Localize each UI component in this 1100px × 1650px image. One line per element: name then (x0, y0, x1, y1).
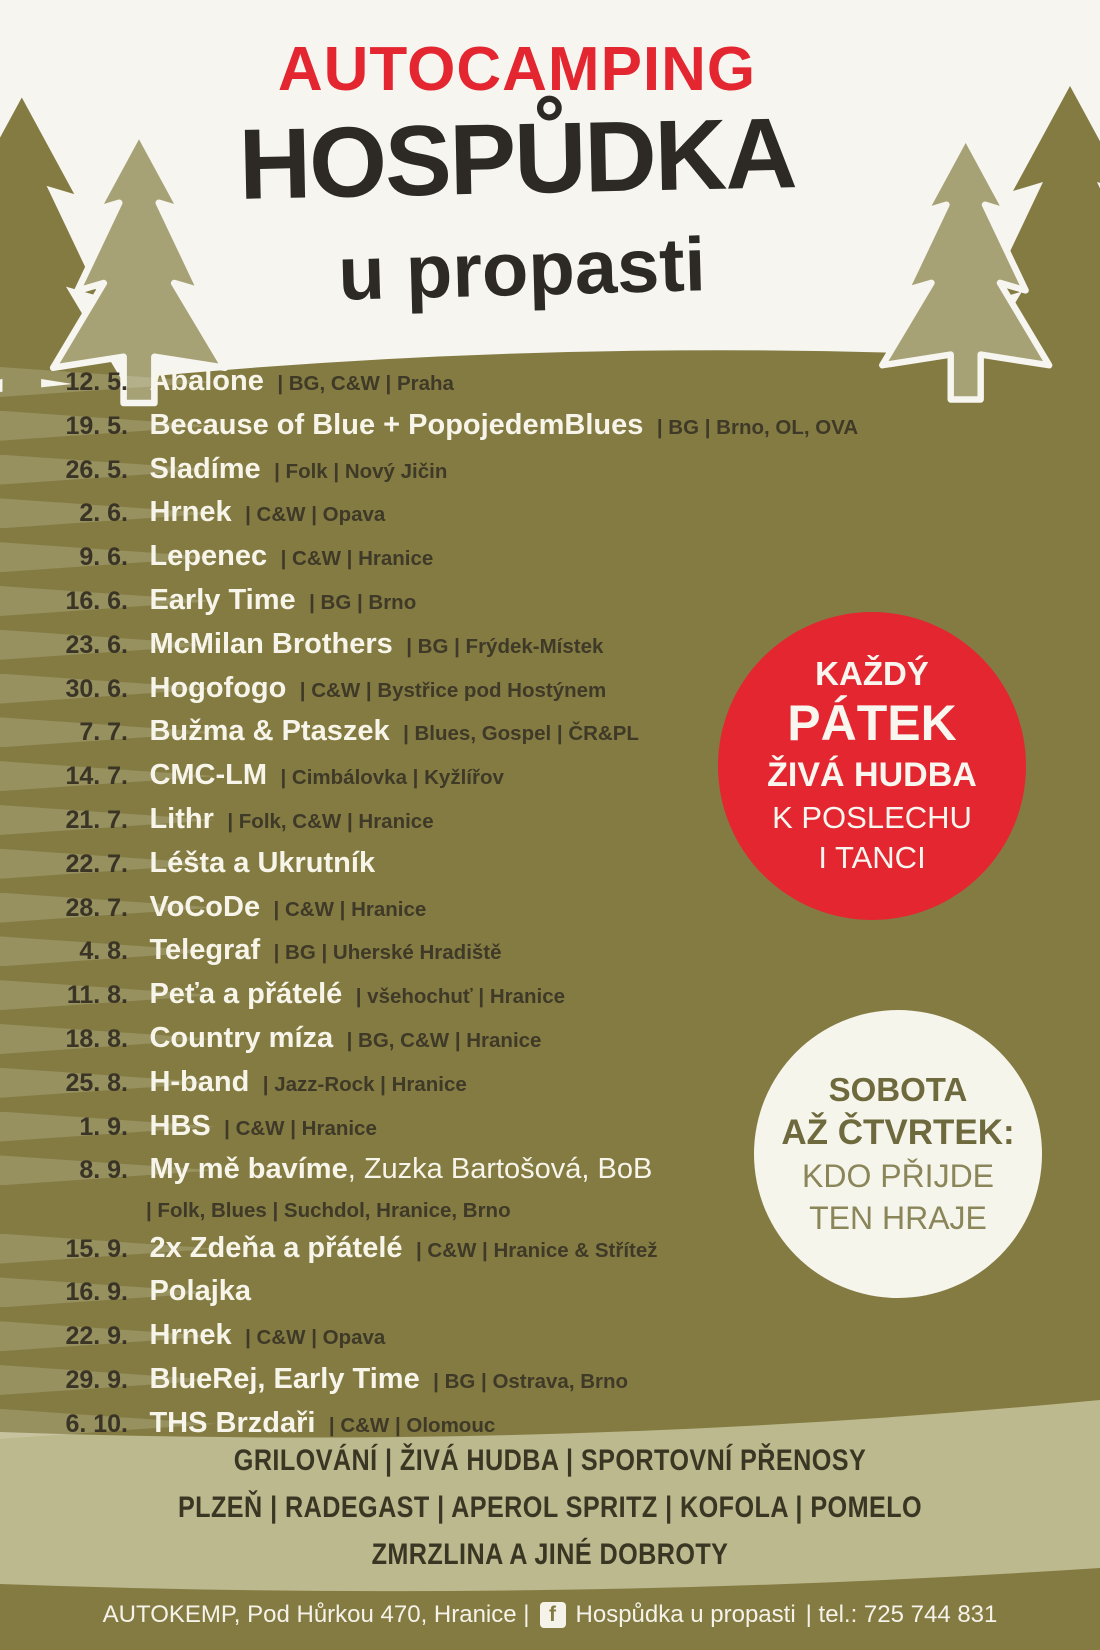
event-band: Country míza (149, 1021, 334, 1054)
event-band: HBS (149, 1109, 211, 1142)
facebook-icon: f (540, 1602, 566, 1628)
event-row (0, 362, 1100, 406)
event-date: 11. 8. (66, 981, 128, 1010)
event-row (0, 537, 1100, 581)
event-date: 7. 7. (79, 718, 128, 747)
event-date: 19. 5. (65, 411, 128, 440)
event-band: CMC-LM (149, 759, 268, 792)
event-date: 2. 6. (79, 499, 128, 528)
event-band: THS Brzdaři (149, 1406, 316, 1439)
event-band: My mě bavíme (149, 1153, 348, 1186)
event-details: | C&W | Opava (245, 1326, 386, 1350)
event-band: Hrnek (149, 496, 232, 529)
event-band: McMilan Brothers (149, 627, 393, 660)
event-date: 29. 9. (65, 1366, 128, 1395)
event-date: 28. 7. (65, 893, 128, 922)
offers-line: GRILOVÁNÍ | ŽIVÁ HUDBA | SPORTOVNÍ PŘENOSY (233, 1444, 867, 1477)
footer (0, 1586, 1100, 1644)
friday-badge-line: K POSLECHU (772, 800, 972, 835)
event-band: Lithr (149, 802, 214, 835)
event-band: Polajka (149, 1275, 252, 1308)
footer-address: AUTOKEMP, Pod Hůrkou 470, Hranice | (102, 1601, 530, 1628)
event-date: 25. 8. (65, 1068, 128, 1097)
event-date: 4. 8. (79, 937, 128, 966)
event-row (0, 581, 1100, 625)
event-row (0, 1360, 1100, 1404)
event-band: BlueRej, Early Time (149, 1363, 420, 1396)
event-date: 1. 9. (79, 1112, 128, 1141)
event-date: 9. 6. (79, 543, 128, 572)
event-details: | BG, C&W | Praha (277, 372, 454, 395)
event-band: 2x Zdeňa a přátelé (149, 1231, 403, 1264)
event-row (0, 406, 1100, 450)
event-details: | BG | Brno, OL, OVA (656, 415, 859, 439)
event-details: | C&W | Hranice (280, 547, 434, 571)
saturday-badge-line: SOBOTA (828, 1071, 968, 1108)
offers-line: PLZEŇ | RADEGAST | APEROL SPRITZ | KOFOLA | POMELO (177, 1491, 923, 1524)
event-details: | BG, C&W | Hranice (346, 1028, 542, 1052)
event-details: | C&W | Olomouc (328, 1413, 496, 1437)
event-band: Hogofogo (149, 671, 287, 704)
poster-title-hospudka: HOSPŮDKA (237, 97, 797, 221)
event-details: | C&W | Hranice (273, 897, 427, 921)
event-date: 6. 10. (65, 1409, 128, 1438)
event-row (0, 931, 1100, 975)
poster-title-autocamping: AUTOCAMPING (277, 35, 757, 104)
event-band: Telegraf (149, 934, 261, 967)
event-band-suffix: , Zuzka Bartošová, BoB (347, 1153, 653, 1186)
event-details: | C&W | Opava (245, 503, 386, 527)
event-details: | Cimbálovka | Kyžlířov (280, 766, 504, 790)
event-band: Early Time (149, 583, 296, 616)
footer-facebook-name: Hospůdka u propasti (575, 1601, 796, 1628)
event-date: 16. 6. (65, 586, 128, 615)
event-date: 21. 7. (65, 805, 128, 834)
friday-badge-line: ŽIVÁ HUDBA (767, 756, 977, 794)
event-date: 8. 9. (79, 1156, 128, 1185)
event-date: 22. 9. (65, 1322, 128, 1351)
event-date: 14. 7. (65, 762, 128, 791)
event-row (0, 975, 1100, 1019)
event-date: 26. 5. (65, 455, 128, 484)
event-details: | BG | Ostrava, Brno (433, 1370, 629, 1394)
event-date: 23. 6. (65, 630, 128, 659)
saturday-badge-line: TEN HRAJE (809, 1200, 987, 1236)
event-band: Peťa a přátelé (149, 978, 343, 1011)
friday-badge-line: I TANCI (818, 840, 926, 875)
event-details: | Folk, C&W | Hranice (227, 809, 434, 833)
event-row (0, 450, 1100, 494)
event-band: Lepenec (149, 540, 268, 573)
event-date: 30. 6. (65, 674, 128, 703)
event-details: | C&W | Hranice (224, 1116, 377, 1140)
event-details: | BG | Uherské Hradiště (273, 941, 502, 965)
event-band: Abalone (149, 365, 264, 397)
footer-phone: | tel.: 725 744 831 (805, 1601, 998, 1628)
poster-title-u-propasti: u propasti (337, 222, 707, 317)
offers-line: ZMRZLINA A JINÉ DOBROTY (371, 1538, 729, 1571)
event-details-line2: | Folk, Blues | Suchdol, Hranice, Brno (146, 1199, 511, 1223)
event-band: Léšta a Ukrutník (149, 846, 376, 879)
event-date: 16. 9. (65, 1278, 128, 1307)
event-date: 22. 7. (65, 849, 128, 878)
saturday-badge-line: AŽ ČTVRTEK: (781, 1113, 1015, 1152)
event-date: 18. 8. (65, 1024, 128, 1053)
event-details: | C&W | Bystřice pod Hostýnem (299, 678, 607, 702)
friday-badge-line: KAŽDÝ (815, 655, 929, 692)
friday-badge-line: PÁTEK (787, 695, 957, 751)
event-details: | C&W | Hranice & Střítež (415, 1238, 658, 1262)
event-details: | Blues, Gospel | ČR&PL (403, 722, 639, 746)
offers-section (0, 1437, 1100, 1578)
event-row (0, 1316, 1100, 1360)
event-band: Bužma & Ptaszek (149, 715, 390, 748)
event-details: | BG | Brno (309, 590, 417, 614)
event-band: VoCoDe (149, 890, 261, 923)
event-details: | Jazz-Rock | Hranice (262, 1072, 467, 1096)
event-band: H-band (149, 1065, 250, 1098)
event-details: | Folk | Nový Jičin (274, 459, 448, 483)
event-band: Hrnek (149, 1319, 232, 1352)
event-band: Sladíme (149, 452, 261, 485)
event-details: | BG | Frýdek-Místek (406, 634, 604, 658)
friday-badge (718, 612, 1026, 920)
event-date: 12. 5. (65, 368, 128, 396)
event-details: | všehochuť | Hranice (355, 985, 566, 1009)
saturday-badge (754, 1010, 1042, 1298)
saturday-badge-line: KDO PŘIJDE (801, 1158, 995, 1194)
event-date: 15. 9. (65, 1234, 128, 1263)
event-row (0, 493, 1100, 537)
event-band: Because of Blue + PopojedemBlues (149, 408, 644, 441)
